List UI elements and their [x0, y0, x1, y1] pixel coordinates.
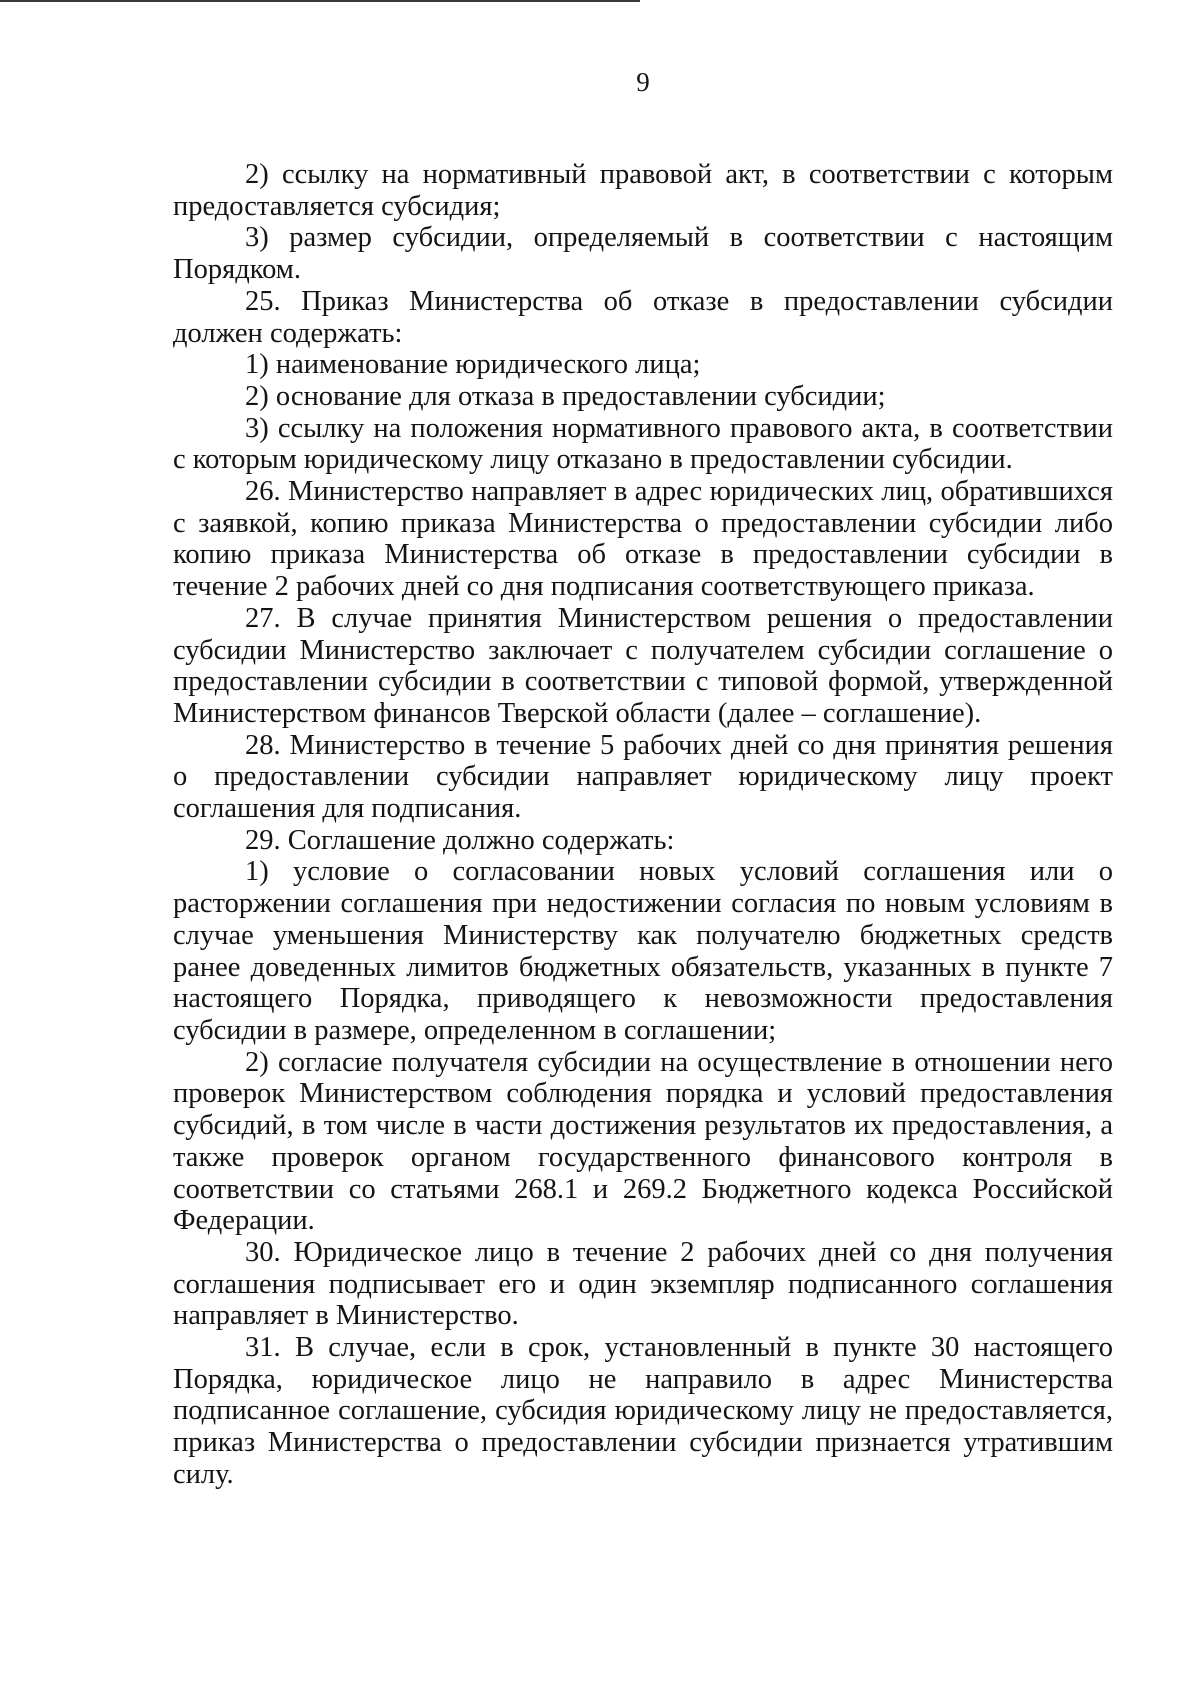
paragraph-25-item-2: 2) основание для отказа в предоставлении субсидии; [245, 380, 886, 412]
paragraph-28: 28. Министерство в течение 5 рабочих дней со дня принятия решения о предоставлении субсидии направляет юридическому лицу проект соглашения для подписания. [173, 729, 1113, 825]
paragraph-24-item-3: 3) размер субсидии, определяемый в соответствии с настоящим Порядком. [173, 222, 1113, 286]
paragraph-29: 29. Соглашение должно содержать: [245, 824, 675, 856]
page-number: 9 [636, 67, 650, 97]
paragraph-25-item-1: 1) наименование юридического лица; [245, 349, 701, 381]
paragraph-31: 31. В случае, если в срок, установленный в пункте 30 настоящего Порядка, юридическое лицо не направило в адрес Министерства подписанное соглашение, субсидия юридическому лицу не предоставляется, приказ Министерства о предоставлении субсидии признается утратившим силу. [173, 1332, 1113, 1490]
paragraph-24-item-2: 2) ссылку на нормативный правовой акт, в соответствии с которым предоставляется субсидия; [173, 159, 1113, 222]
paragraph-25: 25. Приказ Министерства об отказе в предоставлении субсидии должен содержать: [173, 285, 1113, 349]
scan-edge-line [0, 0, 640, 2]
paragraph-25-item-3: 3) ссылку на положения нормативного правового акта, в соответствии с которым юридическому лицу отказано в предоставлении субсидии. [173, 412, 1113, 476]
paragraph-26: 26. Министерство направляет в адрес юридических лиц, обратившихся с заявкой, копию приказа Министерства о предоставлении субсидии либо копию приказа Министерства об отказе в предоставлении субсидии в течение 2 рабочих дней со дня подписания соответствующего приказа. [173, 476, 1113, 603]
paragraph-29-item-1: 1) условие о согласовании новых условий соглашения или о расторжении соглашения при недостижении согласия по новым условиям в случае уменьшения Министерству как получателю бюджетных средств ранее доведенных лимитов бюджетных обязательств, указанных в пункте 7 настоящего Порядка, приводящего к невозможности предоставления субсидии в размере, определенном в соглашении; [173, 856, 1113, 1046]
document-body [173, 159, 1113, 1491]
paragraph-30: 30. Юридическое лицо в течение 2 рабочих дней со дня получения соглашения подписывает его и один экземпляр подписанного соглашения направляет в Министерство. [173, 1236, 1113, 1332]
paragraph-27: 27. В случае принятия Министерством решения о предоставлении субсидии Министерство заключает с получателем субсидии соглашение о предоставлении субсидии в соответствии с типовой формой, утвержденной Министерством финансов Тверской области (далее – соглашение). [173, 602, 1113, 729]
paragraph-29-item-2: 2) согласие получателя субсидии на осуществление в отношении него проверок Министерством соблюдения порядка и условий предоставления субсидий, в том числе в части достижения результатов их предоставления, а также проверок органом государственного финансового контроля в соответствии со статьями 268.1 и 269.2 Бюджетного кодекса Российской Федерации. [173, 1046, 1113, 1237]
